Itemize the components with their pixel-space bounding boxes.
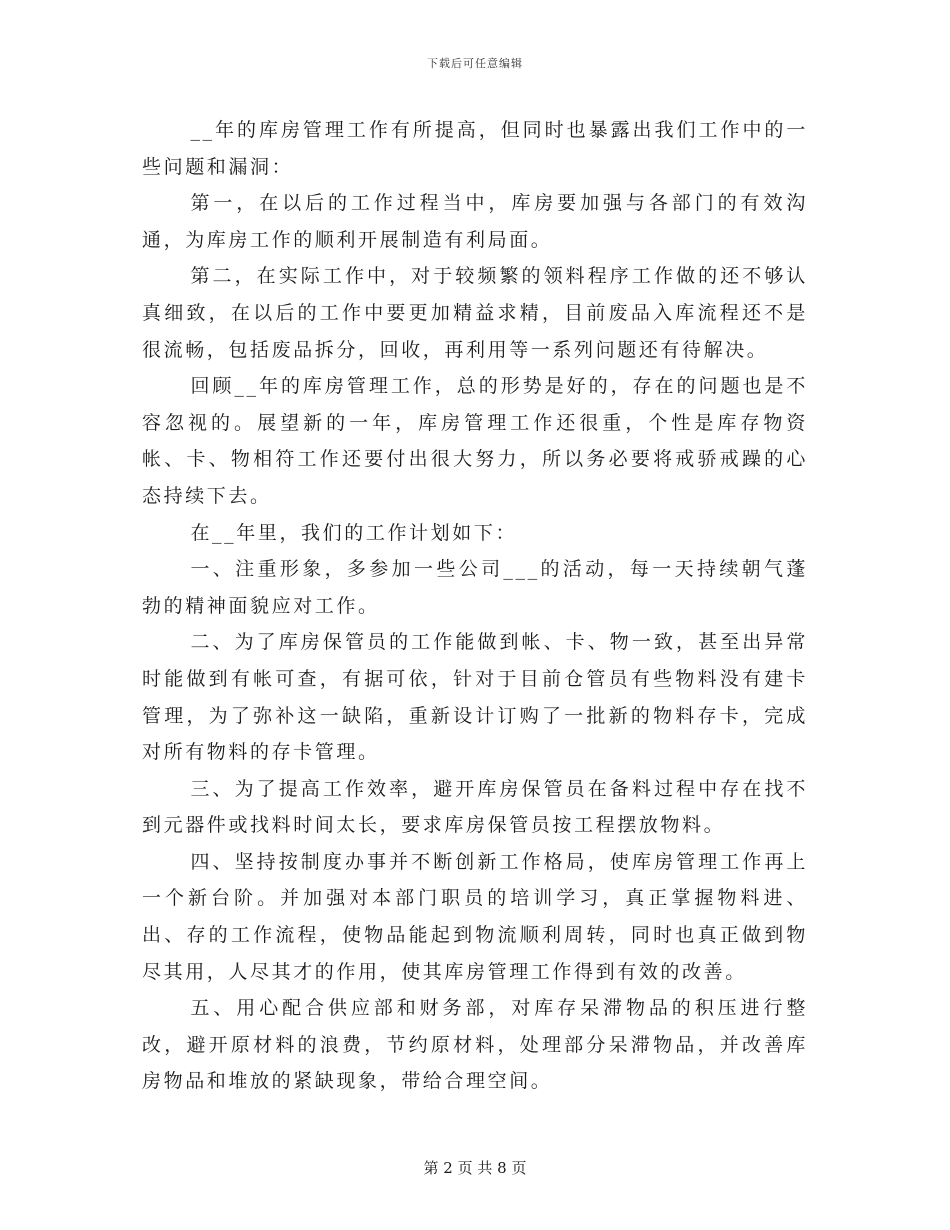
page-header: 下载后可任意编辑	[427, 57, 523, 70]
paragraph-issue-2: 第二，在实际工作中，对于较频繁的领料程序工作做的还不够认真细致，在以后的工作中要更加精益求精，目前废品入库流程还不是很流畅，包括废品拆分，回收，再利用等一系列问题还有待解决。	[142, 265, 808, 361]
page-number: 第 2 页 共 8 页	[423, 1159, 527, 1177]
paragraph-plan-1: 一、注重形象，多参加一些公司___的活动，每一天持续朝气蓬勃的精神面貌应对工作。	[142, 558, 808, 617]
paragraph-plan-intro: 在__年里，我们的工作计划如下：	[190, 521, 518, 544]
paragraph-issue-1: 第一，在以后的工作过程当中，库房要加强与各部门的有效沟通，为库房工作的顺利开展制造有利局面。	[142, 192, 808, 251]
document-body	[142, 112, 808, 1100]
paragraph-review: 回顾__年的库房管理工作，总的形势是好的，存在的问题也是不容忽视的。展望新的一年，库房管理工作还很重，个性是库存物资帐、卡、物相符工作还要付出很大努力，所以务必要将戒骄戒躁的心态持续下去。	[142, 375, 808, 507]
paragraph-intro: __年的库房管理工作有所提高，但同时也暴露出我们工作中的一些问题和漏洞：	[142, 119, 808, 178]
paragraph-plan-3: 三、为了提高工作效率，避开库房保管员在备料过程中存在找不到元器件或找料时间太长，要求库房保管员按工程摆放物料。	[142, 777, 808, 837]
paragraph-plan-2: 二、为了库房保管员的工作能做到帐、卡、物一致，甚至出异常时能做到有帐可查，有据可依，针对于目前仓管员有些物料没有建卡管理，为了弥补这一缺陷，重新设计订购了一批新的物料存卡，完成对所有物料的存卡管理。	[142, 631, 808, 764]
paragraph-plan-4: 四、坚持按制度办事并不断创新工作格局，使库房管理工作再上一个新台阶。并加强对本部门职员的培训学习，真正掌握物料进、出、存的工作流程，使物品能起到物流顺利周转，同时也真正做到物尽其用，人尽其才的作用，使其库房管理工作得到有效的改善。	[142, 850, 808, 983]
paragraph-plan-5: 五、用心配合供应部和财务部，对库存呆滞物品的积压进行整改，避开原材料的浪费，节约原材料，处理部分呆滞物品，并改善库房物品和堆放的紧缺现象，带给合理空间。	[142, 997, 808, 1093]
